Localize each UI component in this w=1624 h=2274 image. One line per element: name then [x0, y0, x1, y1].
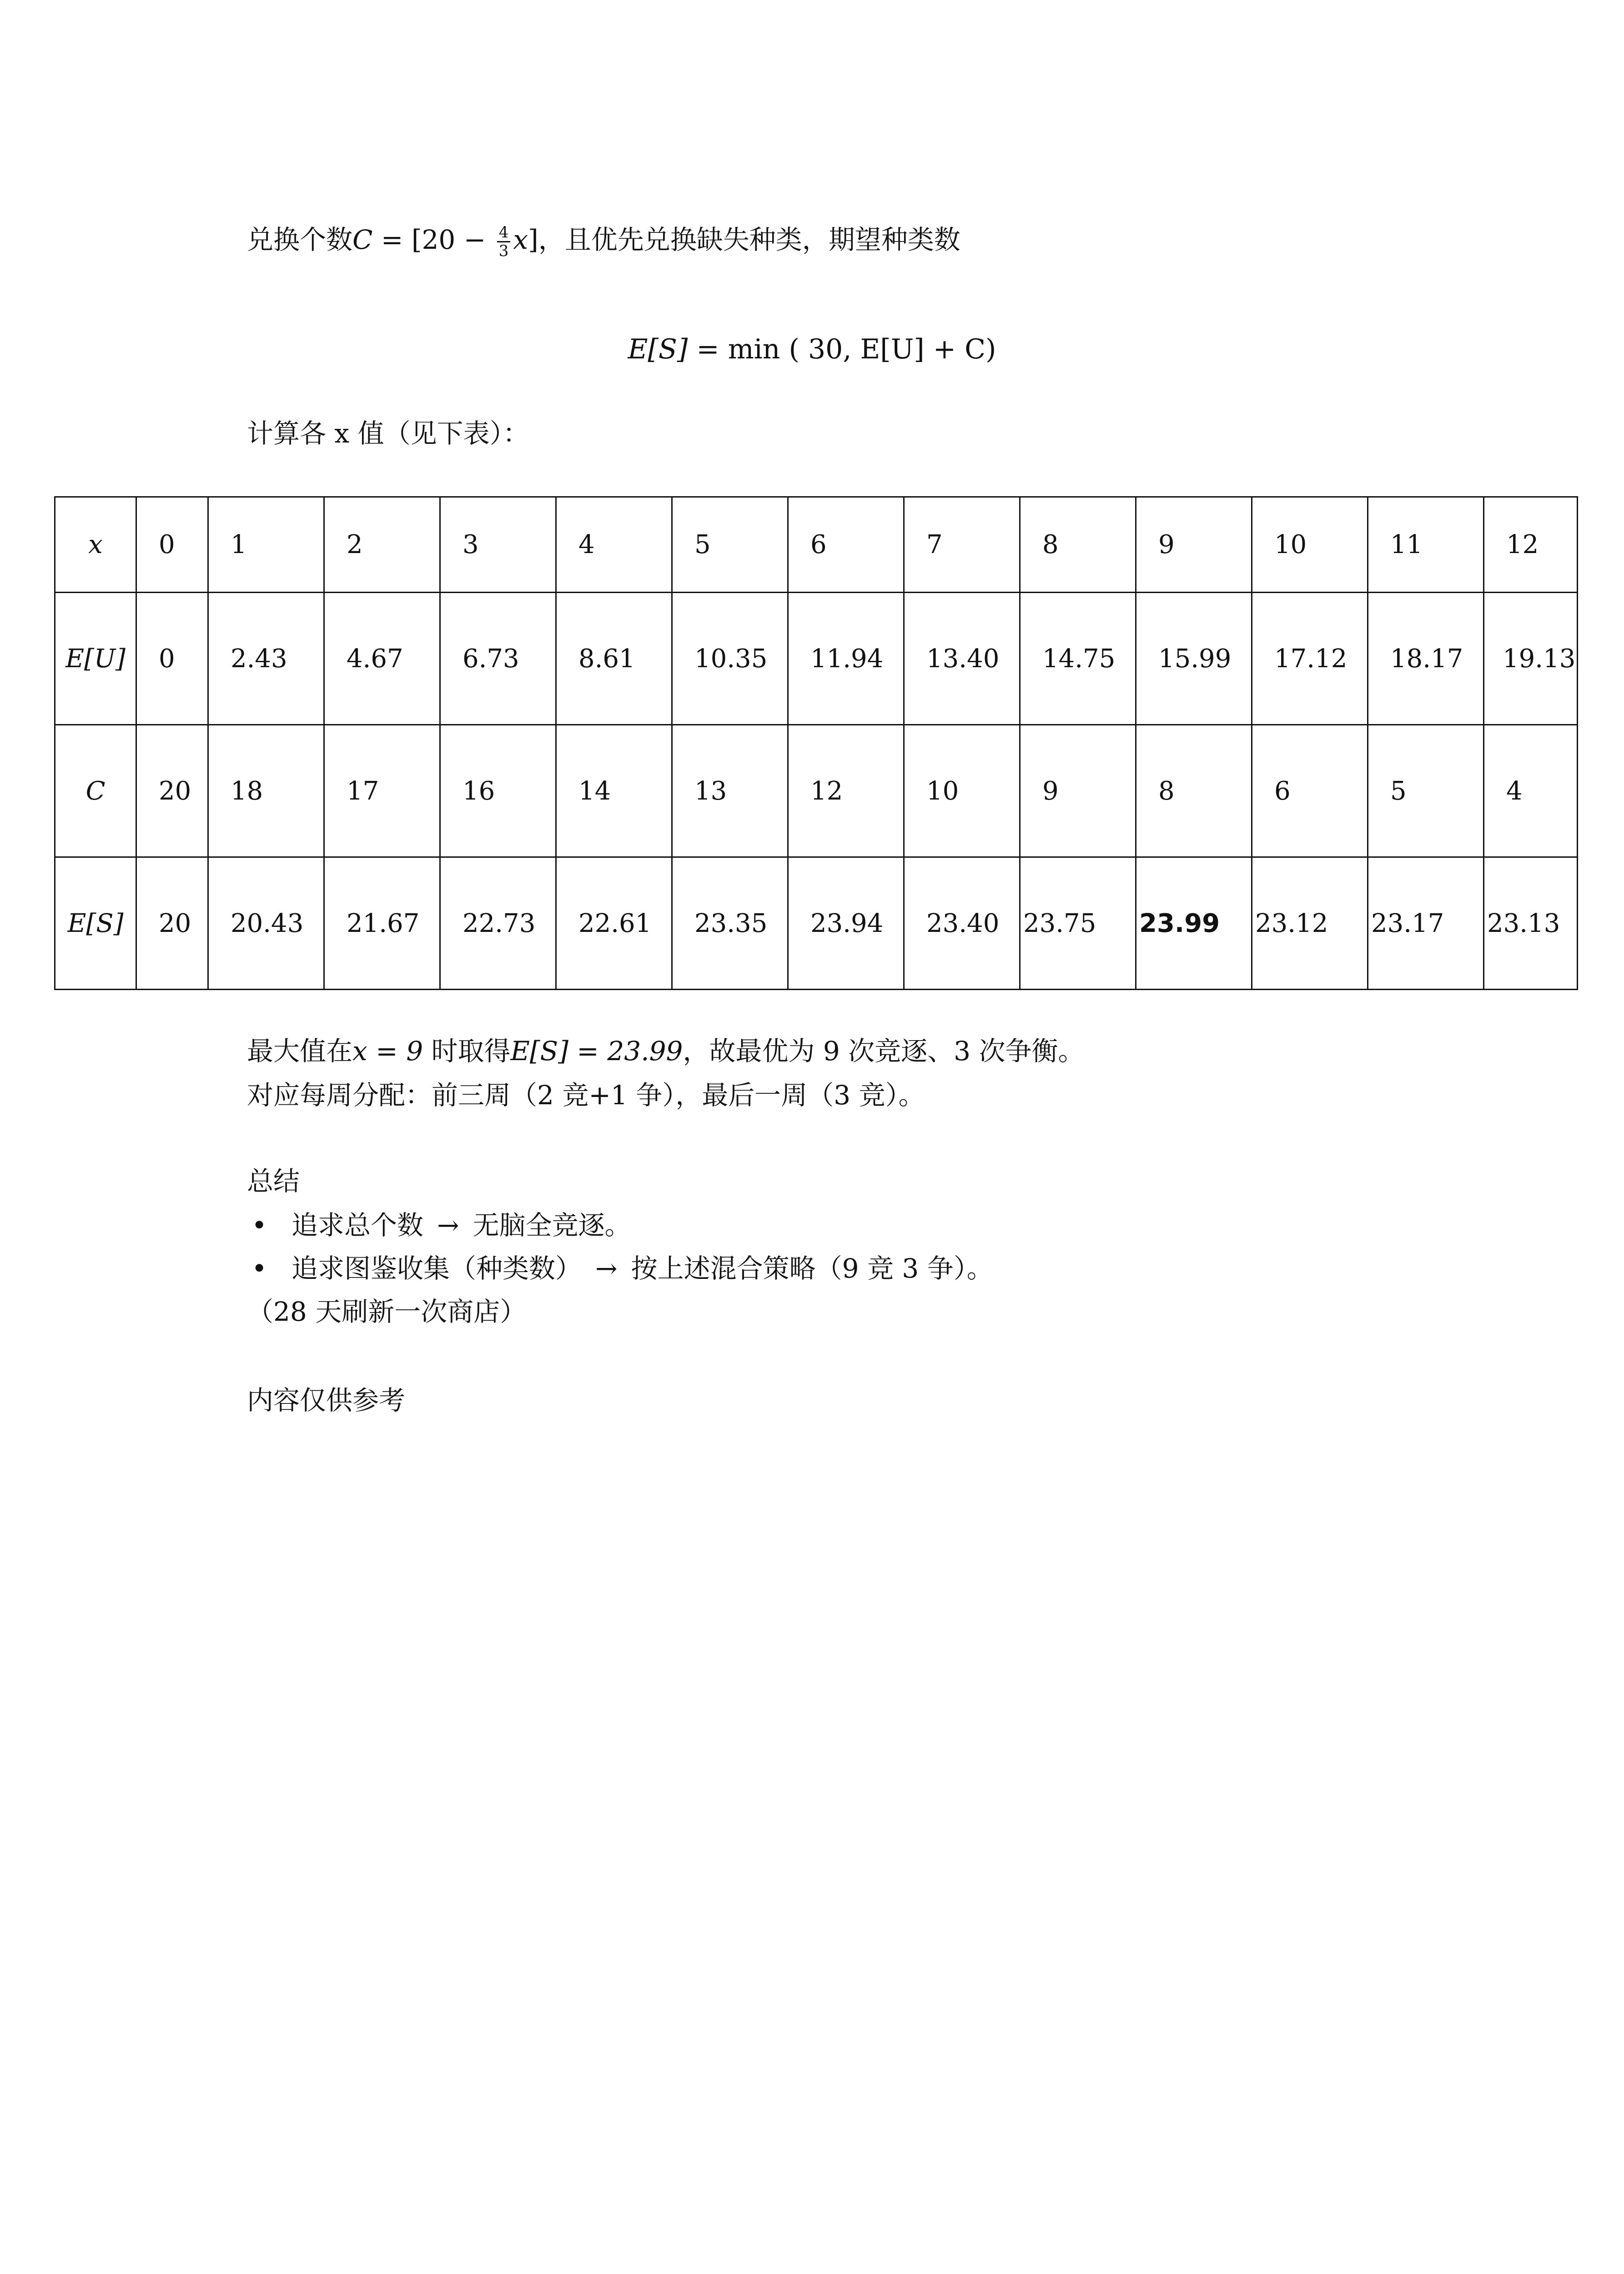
result-line-1 [247, 1029, 1085, 1073]
formula-lhs: E[S] [628, 333, 688, 365]
table-cell: 10 [904, 725, 1020, 857]
table-cell: 8.61 [556, 593, 672, 725]
table-cell: 23.99 [1136, 857, 1252, 990]
table-cell: 4.67 [324, 593, 440, 725]
result-text-a: 最大值在 [247, 1036, 353, 1067]
result-text-b: 时取得 [423, 1036, 511, 1067]
table-cell: 6.73 [440, 593, 556, 725]
table-cell: 22.73 [440, 857, 556, 990]
intro-close: ] [528, 224, 538, 255]
row-label: C [55, 725, 136, 857]
table-cell: 22.61 [556, 857, 672, 990]
summary-item-right: 无脑全竞逐。 [473, 1210, 631, 1241]
result-math-es: E[S] = 23.99 [510, 1036, 683, 1067]
table-cell: 2.43 [208, 593, 324, 725]
arrow-right-icon: → [437, 1210, 459, 1241]
table-cell: 17.12 [1252, 593, 1368, 725]
table-cell: 17 [324, 725, 440, 857]
table-cell: 1 [208, 497, 324, 593]
table-cell: 10.35 [672, 593, 788, 725]
table-cell: 14 [556, 725, 672, 857]
summary-item-left: 追求总个数 [292, 1210, 424, 1241]
table-cell: 20 [136, 725, 208, 857]
calc-line: 计算各 x 值（见下表）： [247, 418, 529, 449]
table-cell: 0 [136, 497, 208, 593]
table-cell: 16 [440, 725, 556, 857]
table-cell: 20.43 [208, 857, 324, 990]
table-row [55, 593, 1578, 725]
arrow-right-icon: → [595, 1253, 618, 1284]
table-cell: 23.40 [904, 857, 1020, 990]
summary-note: （28 天刷新一次商店） [247, 1296, 527, 1327]
intro-prefix: 兑换个数 [247, 224, 353, 255]
results-table-body [55, 497, 1578, 990]
table-cell: 8 [1136, 725, 1252, 857]
row-label: E[U] [55, 593, 136, 725]
table-cell: 19.13 [1484, 593, 1578, 725]
table-cell: 8 [1020, 497, 1136, 593]
table-cell: 23.17 [1368, 857, 1484, 990]
table-cell: 23.75 [1020, 857, 1136, 990]
table-cell: 23.12 [1252, 857, 1368, 990]
fraction-numerator: 4 [497, 224, 511, 242]
table-cell: 5 [672, 497, 788, 593]
summary-item-left: 追求图鉴收集（种类数） [292, 1253, 582, 1284]
table-cell: 0 [136, 593, 208, 725]
table-cell: 11.94 [788, 593, 904, 725]
table-cell: 6 [788, 497, 904, 593]
bullet-icon: • [251, 1210, 267, 1241]
result-line-2: 对应每周分配：前三周（2 竞+1 争），最后一周（3 竞）。 [247, 1080, 925, 1111]
table-cell: 9 [1020, 725, 1136, 857]
table-cell: 9 [1136, 497, 1252, 593]
expected-species-formula [0, 327, 1624, 371]
var-x: x [513, 224, 528, 255]
summary-title: 总结 [247, 1166, 300, 1197]
summary-item-right: 按上述混合策略（9 竞 3 争）。 [631, 1253, 993, 1284]
table-cell: 3 [440, 497, 556, 593]
table-cell: 2 [324, 497, 440, 593]
results-table [54, 496, 1578, 990]
table-cell: 12 [1484, 497, 1578, 593]
table-cell: 11 [1368, 497, 1484, 593]
table-cell: 18.17 [1368, 593, 1484, 725]
table-cell: 4 [556, 497, 672, 593]
result-text-c: ，故最优为 9 次竞逐、3 次争衡。 [683, 1036, 1085, 1067]
var-c: C [352, 224, 373, 255]
table-cell: 20 [136, 857, 208, 990]
intro-eq: = [20 − [372, 224, 494, 255]
summary-item-2 [251, 1247, 993, 1290]
intro-line [247, 218, 960, 262]
bullet-icon: • [251, 1253, 267, 1284]
table-row [55, 725, 1578, 857]
table-cell: 14.75 [1020, 593, 1136, 725]
intro-suffix: ，且优先兑换缺失种类，期望种类数 [538, 224, 960, 255]
summary-item-1 [251, 1203, 631, 1247]
table-cell: 13 [672, 725, 788, 857]
table-cell: 18 [208, 725, 324, 857]
formula-rhs: = min ( 30, E[U] + C) [688, 333, 996, 365]
table-cell: 7 [904, 497, 1020, 593]
disclaimer: 内容仅供参考 [247, 1385, 406, 1416]
fraction [497, 224, 511, 260]
table-cell: 21.67 [324, 857, 440, 990]
table-cell: 12 [788, 725, 904, 857]
result-math-x: x = 9 [352, 1036, 423, 1067]
row-label: E[S] [55, 857, 136, 990]
table-cell: 13.40 [904, 593, 1020, 725]
fraction-denominator: 3 [498, 242, 509, 261]
table-cell: 23.94 [788, 857, 904, 990]
table-cell: 6 [1252, 725, 1368, 857]
table-cell: 4 [1484, 725, 1578, 857]
table-row [55, 497, 1578, 593]
table-cell: 5 [1368, 725, 1484, 857]
table-row [55, 857, 1578, 990]
row-label: x [55, 497, 136, 593]
table-cell: 23.35 [672, 857, 788, 990]
table-cell: 15.99 [1136, 593, 1252, 725]
table-cell: 23.13 [1484, 857, 1578, 990]
table-cell: 10 [1252, 497, 1368, 593]
